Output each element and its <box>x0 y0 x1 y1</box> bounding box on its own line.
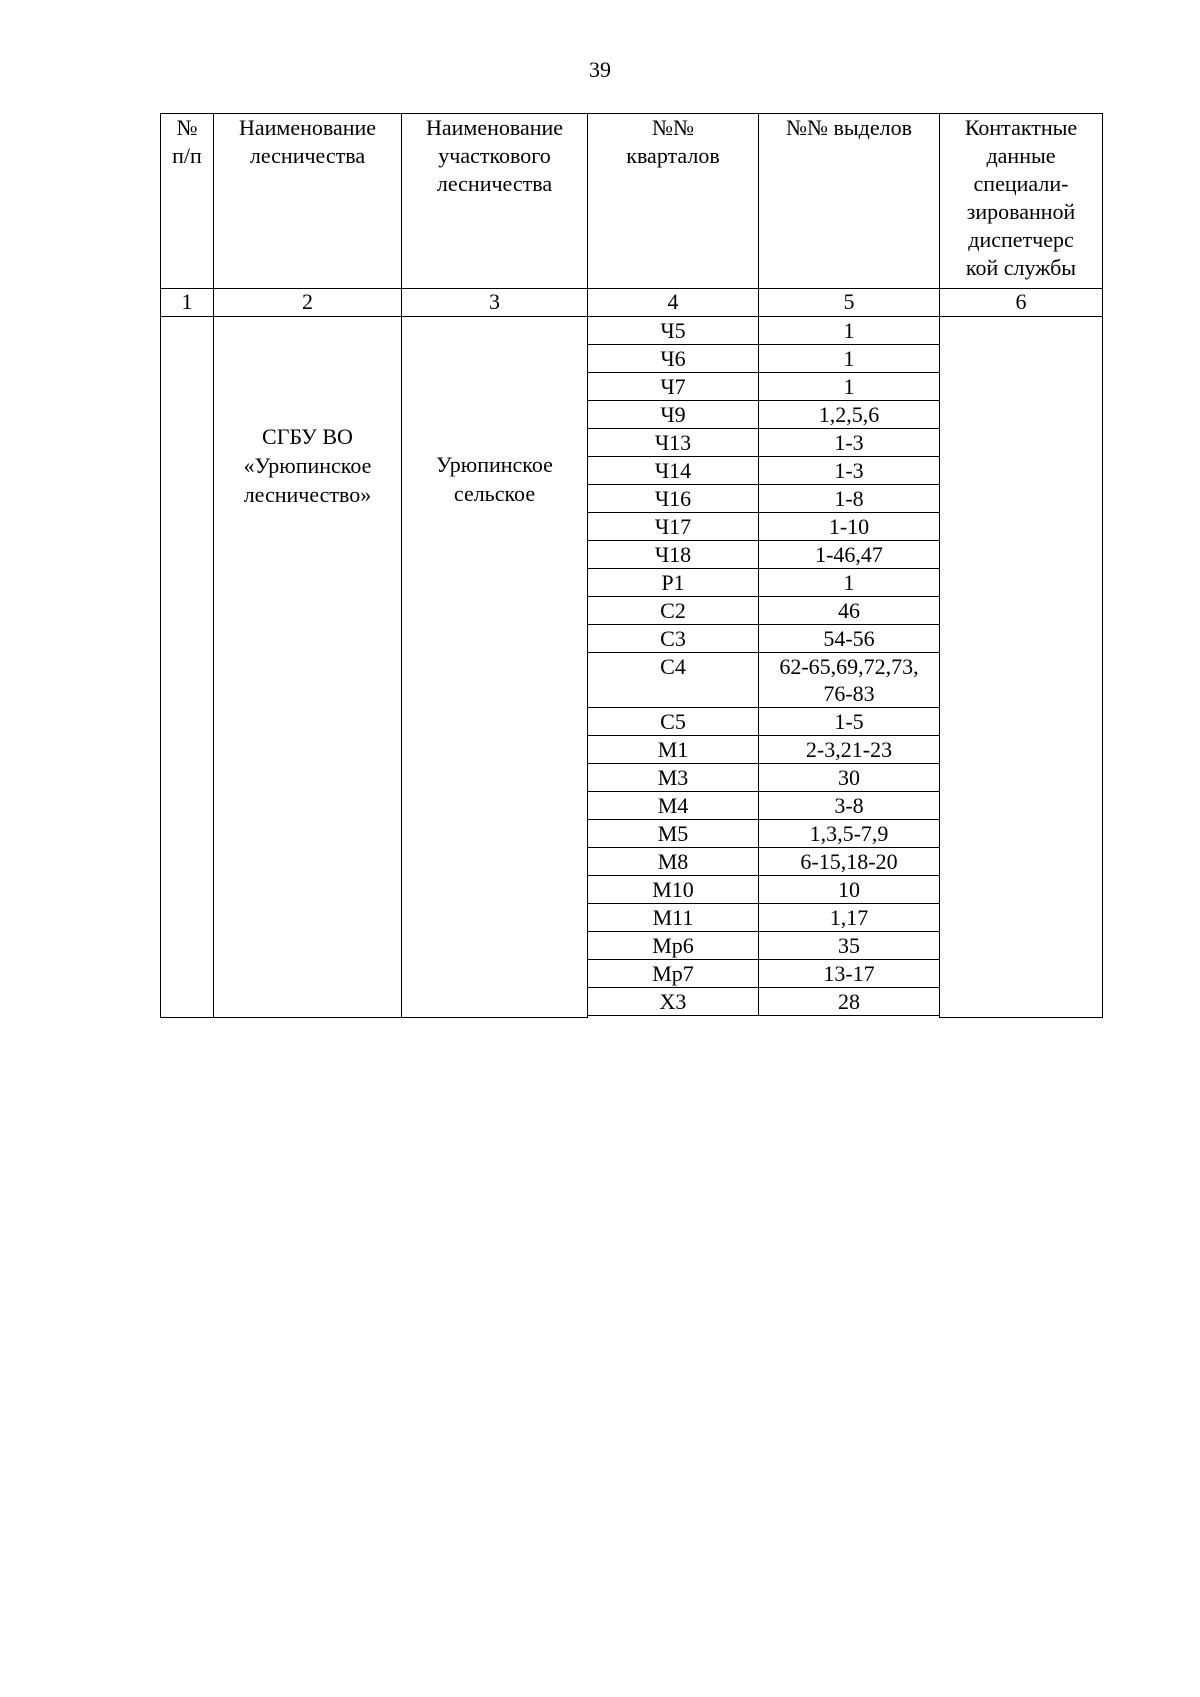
header-cell-district <box>402 114 588 289</box>
district-name-cell <box>402 317 588 1018</box>
plots-cell <box>759 708 940 736</box>
header-line: данные <box>986 143 1056 168</box>
plots-cell <box>759 932 940 960</box>
plots-cell <box>759 625 940 653</box>
quarter-cell: Ч16 <box>588 485 759 513</box>
plots-cell <box>759 485 940 513</box>
plots-cell <box>759 820 940 848</box>
plots-line: 3-8 <box>834 793 864 818</box>
header-line: лесничества <box>436 171 553 196</box>
quarter-cell: С3 <box>588 625 759 653</box>
header-line: Наименование <box>238 115 377 140</box>
quarter-cell: Ч5 <box>588 317 759 345</box>
quarter-cell: С4 <box>588 653 759 708</box>
quarter-cell: Мр6 <box>588 932 759 960</box>
quarter-cell: М5 <box>588 820 759 848</box>
quarter-cell: Ч18 <box>588 541 759 569</box>
quarter-cell: Ч7 <box>588 373 759 401</box>
quarter-cell: Ч6 <box>588 345 759 373</box>
quarter-cell: Р1 <box>588 569 759 597</box>
plots-line: 1-46,47 <box>815 542 883 567</box>
quarter-cell: Х3 <box>588 988 759 1016</box>
plots-cell <box>759 457 940 485</box>
table-row <box>161 317 1103 345</box>
column-number: 1 <box>161 289 214 317</box>
plots-line: 6-15,18-20 <box>800 849 898 874</box>
quarter-cell: М10 <box>588 876 759 904</box>
quarter-cell: М4 <box>588 792 759 820</box>
plots-cell <box>759 904 940 932</box>
column-number: 3 <box>402 289 588 317</box>
plots-cell <box>759 345 940 373</box>
plots-line: 30 <box>838 765 860 790</box>
plots-line: 1 <box>843 374 855 399</box>
forestry-name-line: «Урюпинское <box>243 453 372 478</box>
forestry-name-line: СГБУ ВО <box>262 424 353 449</box>
plots-line: 1-3 <box>834 458 864 483</box>
quarter-cell: М1 <box>588 736 759 764</box>
header-line: участкового <box>438 143 551 168</box>
district-name-line: сельское <box>453 481 536 506</box>
column-number: 5 <box>759 289 940 317</box>
plots-cell <box>759 597 940 625</box>
page-number: 39 <box>589 57 611 82</box>
plots-line: 28 <box>838 989 860 1014</box>
forestry-name-cell <box>214 317 402 1018</box>
quarter-cell: М3 <box>588 764 759 792</box>
plots-cell <box>759 988 940 1016</box>
plots-line: 2-3,21-23 <box>805 737 893 762</box>
row-number-cell <box>161 317 214 1018</box>
plots-cell <box>759 764 940 792</box>
header-line: Контактные <box>964 115 1078 140</box>
header-line: зированной <box>966 199 1076 224</box>
spacer-cell <box>759 1016 940 1018</box>
plots-line: 35 <box>838 933 860 958</box>
header-row <box>161 114 1103 289</box>
quarter-cell: М11 <box>588 904 759 932</box>
plots-cell <box>759 429 940 457</box>
plots-line: 1-8 <box>834 486 864 511</box>
plots-line: 54-56 <box>823 626 875 651</box>
plots-cell <box>759 401 940 429</box>
column-number: 4 <box>588 289 759 317</box>
quarter-cell: С2 <box>588 597 759 625</box>
quarter-cell: Ч9 <box>588 401 759 429</box>
plots-line: 1-10 <box>828 514 870 539</box>
plots-line: 1,2,5,6 <box>818 402 880 427</box>
header-line: лесничества <box>249 143 366 168</box>
plots-cell <box>759 513 940 541</box>
header-line: кварталов <box>626 143 720 168</box>
header-line: №№ <box>652 115 694 140</box>
header-cell-plots <box>759 114 940 289</box>
plots-cell <box>759 848 940 876</box>
quarter-cell: М8 <box>588 848 759 876</box>
header-cell-contacts <box>940 114 1103 289</box>
quarter-cell: С5 <box>588 708 759 736</box>
header-line: специали- <box>973 171 1069 196</box>
header-cell-forestry <box>214 114 402 289</box>
header-line: диспетчерс <box>968 227 1074 252</box>
header-line: кой службы <box>965 255 1077 280</box>
plots-cell <box>759 569 940 597</box>
plots-cell <box>759 373 940 401</box>
quarter-cell: Мр7 <box>588 960 759 988</box>
quarter-cell: Ч14 <box>588 457 759 485</box>
plots-line: 1 <box>843 318 855 343</box>
district-name-line: Урюпинское <box>436 452 553 477</box>
plots-line: 1-3 <box>834 430 864 455</box>
header-cell-quarters <box>588 114 759 289</box>
plots-cell <box>759 653 940 708</box>
quarter-cell: Ч13 <box>588 429 759 457</box>
column-number: 2 <box>214 289 402 317</box>
plots-line: 62-65,69,72,73, <box>779 654 919 679</box>
plots-line: 46 <box>838 598 860 623</box>
forestry-table <box>160 113 1103 1018</box>
spacer-cell <box>588 1016 759 1018</box>
table-body <box>161 317 1103 1018</box>
plots-line: 1,3,5-7,9 <box>809 821 889 846</box>
plots-line: 1,17 <box>829 905 869 930</box>
plots-cell <box>759 541 940 569</box>
column-number: 6 <box>940 289 1103 317</box>
header-line: п/п <box>172 143 202 168</box>
plots-line: 1 <box>843 570 855 595</box>
plots-line: 10 <box>838 877 860 902</box>
plots-cell <box>759 792 940 820</box>
contacts-cell <box>940 317 1103 1018</box>
header-cell-number <box>161 114 214 289</box>
plots-cell <box>759 317 940 345</box>
forestry-name-line: лесничество» <box>243 482 372 507</box>
plots-line: 1-5 <box>834 709 864 734</box>
column-number-row <box>161 289 1103 317</box>
header-line: Наименование <box>425 115 564 140</box>
plots-line: 13-17 <box>823 961 875 986</box>
plots-cell <box>759 736 940 764</box>
quarter-cell: Ч17 <box>588 513 759 541</box>
plots-line: 76-83 <box>823 681 875 706</box>
plots-line: 1 <box>843 346 855 371</box>
header-line: № <box>176 115 198 140</box>
plots-cell <box>759 960 940 988</box>
plots-cell <box>759 876 940 904</box>
header-line: №№ выделов <box>786 115 912 140</box>
